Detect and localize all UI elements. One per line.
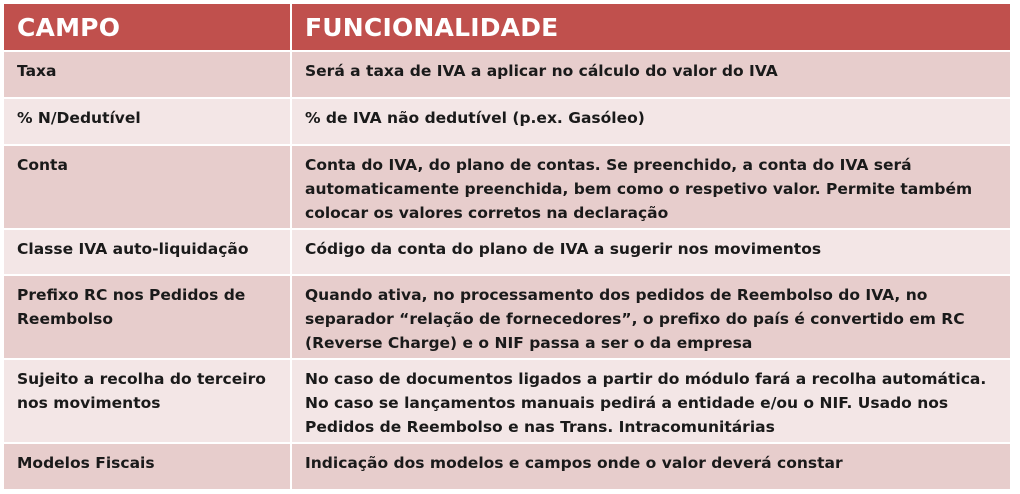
funcionalidade-cell: Indicação dos modelos e campos onde o valor deverá constar bbox=[291, 443, 1010, 489]
funcionalidade-cell: Quando ativa, no processamento dos pedidos de Reembolso do IVA, no separador “relação de fornecedores”, o prefixo do país é convertido em RC (Reverse Charge) e o NIF passa a ser o da empresa bbox=[291, 275, 1010, 359]
funcionalidade-cell: No caso de documentos ligados a partir do módulo fará a recolha automática. No caso se lançamentos manuais pedirá a entidade e/ou o NIF. Usado nos Pedidos de Reembolso e nas Trans. Intracomunitárias bbox=[291, 359, 1010, 443]
funcionalidade-cell: Conta do IVA, do plano de contas. Se preenchido, a conta do IVA será automaticamente preenchida, bem como o respetivo valor. Permite também colocar os valores corretos na declaração bbox=[291, 145, 1010, 229]
campo-cell: Modelos Fiscais bbox=[4, 443, 291, 489]
campo-cell: Sujeito a recolha do terceiro nos movimentos bbox=[4, 359, 291, 443]
table-row bbox=[4, 359, 1010, 443]
campo-cell: Prefixo RC nos Pedidos de Reembolso bbox=[4, 275, 291, 359]
table-row bbox=[4, 145, 1010, 229]
campo-cell: Classe IVA auto-liquidação bbox=[4, 229, 291, 275]
table-row bbox=[4, 229, 1010, 275]
funcionalidade-cell: % de IVA não dedutível (p.ex. Gasóleo) bbox=[291, 98, 1010, 145]
campo-cell: Taxa bbox=[4, 51, 291, 98]
header-funcionalidade: FUNCIONALIDADE bbox=[291, 4, 1010, 51]
table-row bbox=[4, 98, 1010, 145]
funcionalidade-cell: Será a taxa de IVA a aplicar no cálculo do valor do IVA bbox=[291, 51, 1010, 98]
table-row bbox=[4, 275, 1010, 359]
table-header-row bbox=[4, 4, 1010, 51]
campo-cell: % N/Dedutível bbox=[4, 98, 291, 145]
header-campo: CAMPO bbox=[4, 4, 291, 51]
campo-cell: Conta bbox=[4, 145, 291, 229]
funcionalidade-cell: Código da conta do plano de IVA a sugerir nos movimentos bbox=[291, 229, 1010, 275]
table-row bbox=[4, 51, 1010, 98]
table-row bbox=[4, 443, 1010, 489]
fields-table bbox=[4, 4, 1010, 489]
